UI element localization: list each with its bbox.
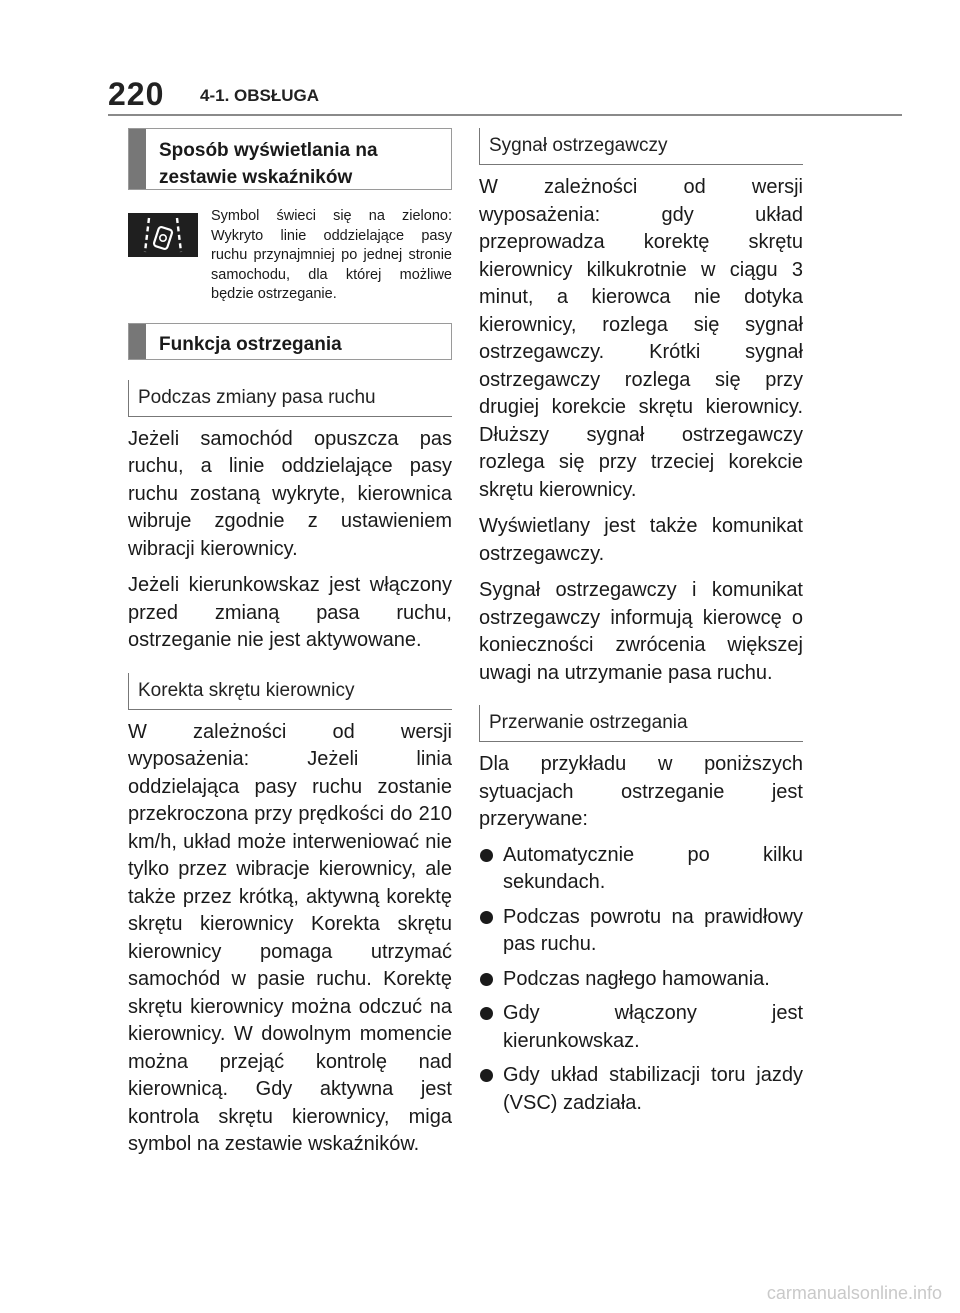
bullet-icon: [480, 973, 493, 986]
list-item: Gdy układ stabilizacji toru jazdy (VSC) zadziała.: [479, 1062, 803, 1117]
left-column: [128, 128, 452, 1159]
subsection-title-warning-interruption: Przerwanie ostrzegania: [479, 705, 803, 742]
chapter-title: 4-1. OBSŁUGA: [200, 86, 320, 105]
subsection-title-steering-correction: Korekta skrętu kierownicy: [128, 673, 452, 710]
section-title-warning: Funkcja ostrzegania: [128, 323, 452, 360]
paragraph: W zależności od wersji wyposażenia: gdy układ przeprowadza korektę skrętu kierownicy kilkukrotnie w ciągu 3 minut, a kierowca nie dotyka kierownicy, rozlega się sygnał ostrzegawczy. Krótki sygnał ostrzegawczy rozlega się przy drugiej korekcie skrętu kierownicy. Dłuższy sygnał ostrzegawczy rozlega się przy trzeciej korekcie skrętu kierownicy.: [479, 176, 803, 501]
subsection-title-warning-signal: Sygnał ostrzegawczy: [479, 128, 803, 165]
symbol-description: [128, 207, 452, 305]
right-column: [479, 128, 803, 1124]
list-item: Automatycznie po kilku sekundach.: [479, 842, 803, 897]
lane-trace-assist-symbol-icon: [128, 213, 198, 257]
header-divider: [108, 114, 902, 116]
paragraph: W zależności od wersji wyposażenia: Jeżeli linia oddzielająca pasy ruchu zostanie przekroczona przy prędkości do 210 km/h, układ może interweniować nie tylko przez wibracje kierownicy, ale także przez krótką, aktywną korektę skrętu kierownicy Korekta skrętu kierownicy pomaga utrzymać samochód w pasie ruchu. Korektę skrętu kierownicy można odczuć na kierownicy. W dowolnym momencie można przejąć kontrolę nad kierownicą. Gdy aktywna jest kontrola skrętu kierownicy, miga symbol na zestawie wskaźników.: [128, 720, 452, 1155]
paragraph: Jeżeli kierunkowskaz jest włączony przed zmianą pasa ruchu, ostrzeganie nie jest aktywowane.: [128, 574, 452, 651]
bullet-icon: [480, 849, 493, 862]
watermark: carmanualsonline.info: [766, 1283, 942, 1303]
paragraph: Sygnał ostrzegawczy i komunikat ostrzegawczy informują kierowcę o konieczności zwrócenia większej uwagi na utrzymanie pasa ruchu.: [479, 579, 803, 684]
bullet-icon: [480, 1007, 493, 1020]
bullet-icon: [480, 911, 493, 924]
page-header: [108, 76, 900, 116]
list-item: Podczas nagłego hamowania.: [479, 966, 803, 994]
paragraph: Dla przykładu w poniższych sytuacjach ostrzeganie jest przerywane:: [479, 753, 803, 830]
paragraph: Wyświetlany jest także komunikat ostrzegawczy.: [479, 515, 803, 565]
bullet-list: [479, 842, 803, 1118]
page-number: 220: [108, 76, 165, 112]
bullet-icon: [480, 1069, 493, 1082]
paragraph: Jeżeli samochód opuszcza pas ruchu, a linie oddzielające pasy ruchu zostaną wykryte, kierownica wibruje zgodnie z ustawieniem wibracji kierownicy.: [128, 427, 452, 560]
list-item: Gdy włączony jest kierunkowskaz.: [479, 1000, 803, 1055]
symbol-text: Symbol świeci się na zielono: Wykryto linie oddzielające pasy ruchu przynajmniej po jednej stronie samochodu, dla której możliwe będzie ostrzeganie.: [211, 208, 452, 302]
section-title-display: Sposób wyświetlania na zestawie wskaźników: [128, 128, 452, 190]
subsection-title-lane-change: Podczas zmiany pasa ruchu: [128, 380, 452, 417]
list-item: Podczas powrotu na prawidłowy pas ruchu.: [479, 904, 803, 959]
